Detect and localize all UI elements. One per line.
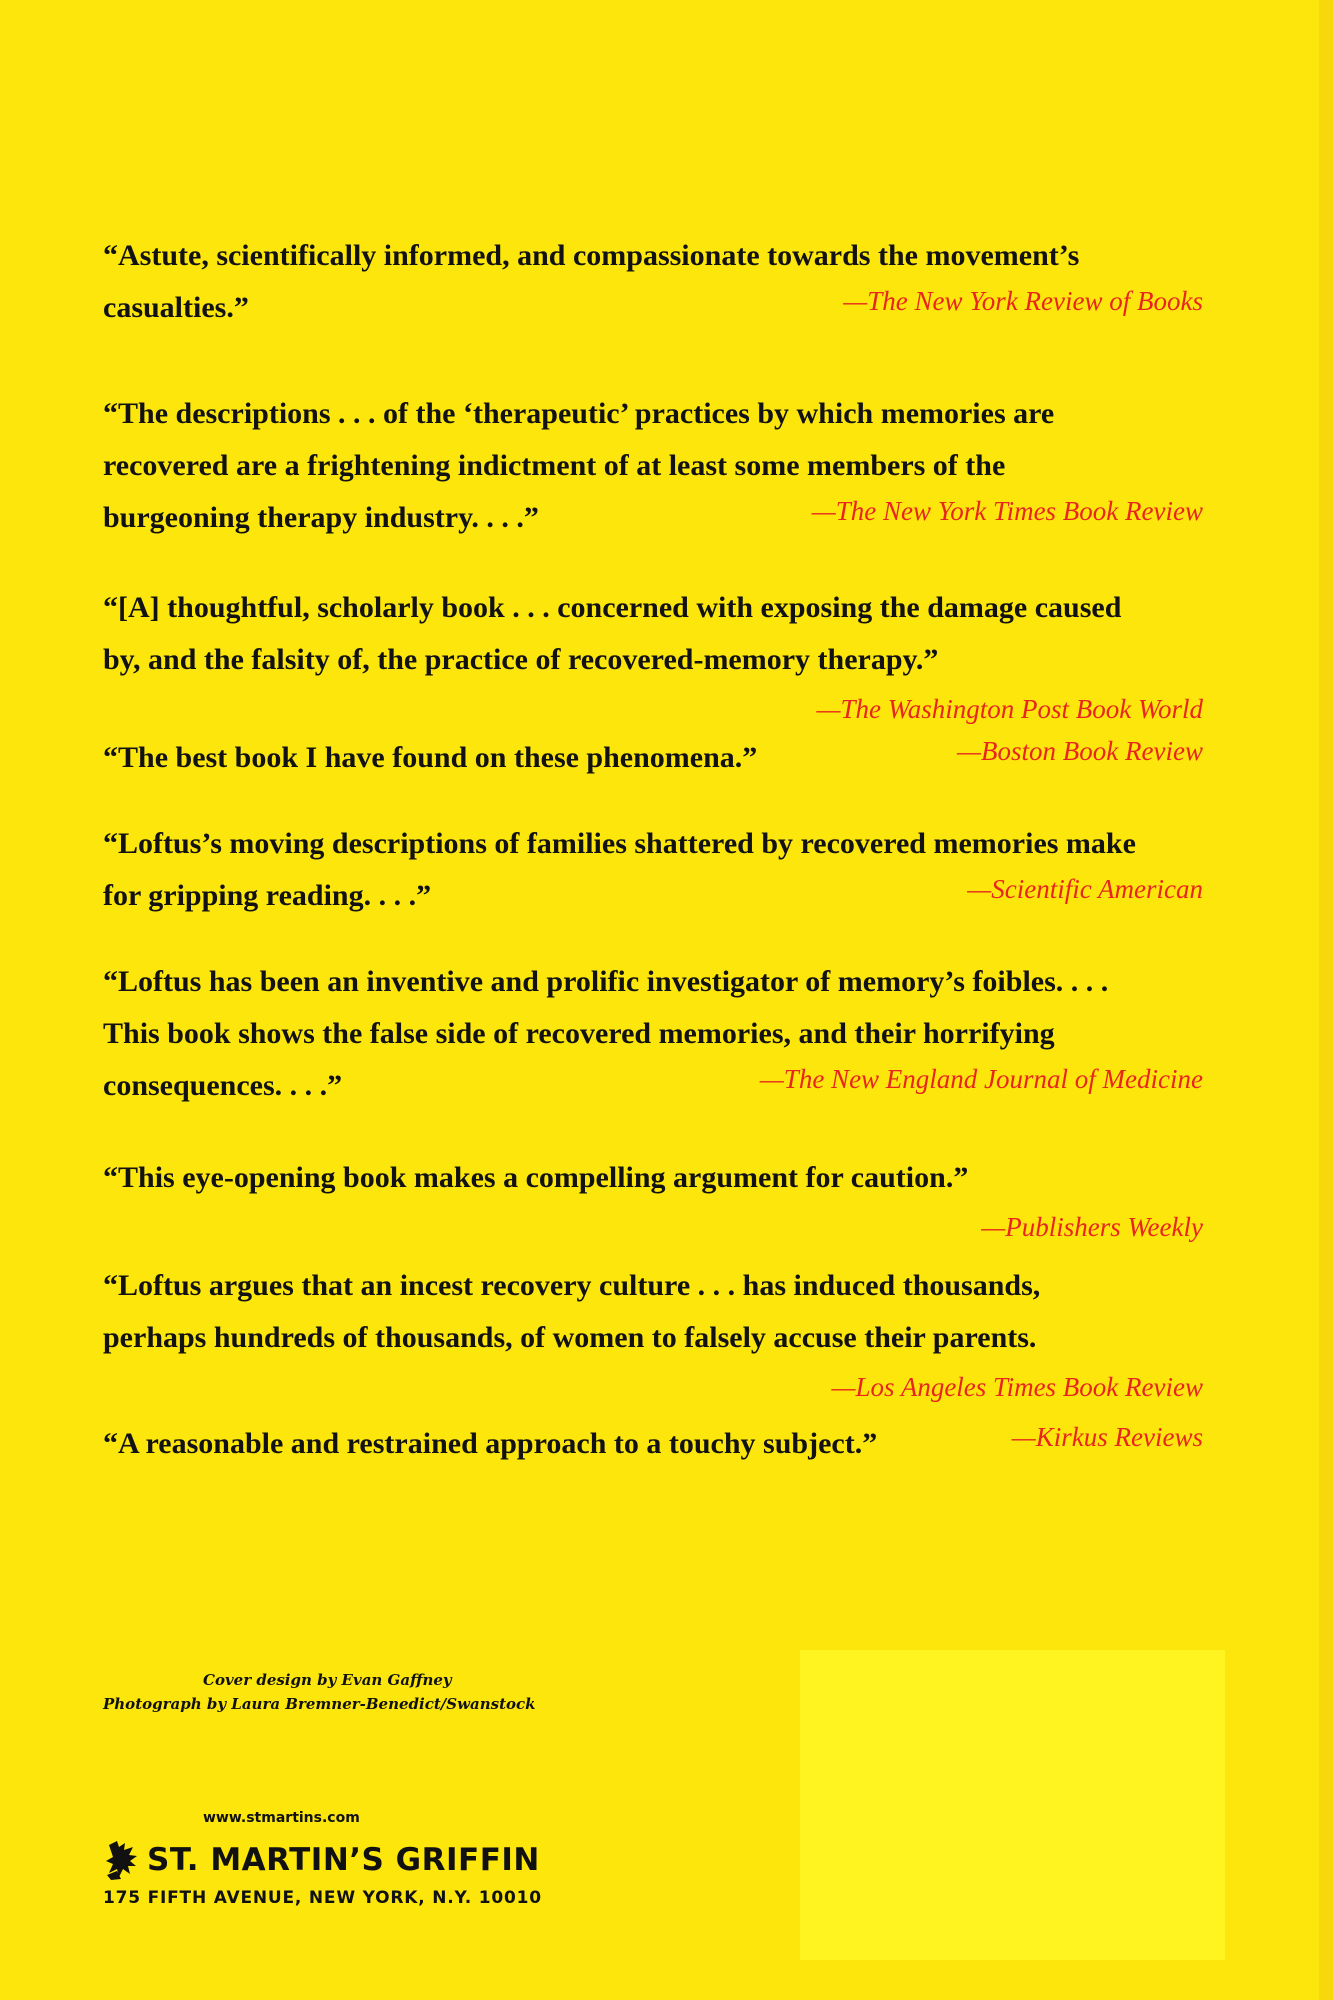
blurb-source: —Kirkus Reviews bbox=[1011, 1422, 1203, 1452]
publisher-name-row bbox=[103, 1838, 623, 1882]
quote-line: “The descriptions . . . of the ‘therapeutic’ practices by which memories are bbox=[103, 397, 1055, 430]
quote-line: perhaps hundreds of thousands, of women to falsely accuse their parents. bbox=[103, 1321, 1037, 1354]
blurb-quote bbox=[103, 1152, 1203, 1204]
blurb-quote bbox=[103, 582, 1203, 686]
quote-line: “The best book I have found on these phenomena.” bbox=[103, 741, 758, 774]
griffin-icon bbox=[103, 1839, 143, 1881]
blurb-source: —Los Angeles Times Book Review bbox=[831, 1372, 1203, 1402]
quote-line: This book shows the false side of recovered memories, and their horrifying bbox=[103, 1017, 1055, 1050]
review-blurbs bbox=[103, 230, 1203, 1478]
quote-line: casualties.” bbox=[103, 291, 249, 324]
blurb-source: —The Washington Post Book World bbox=[816, 694, 1203, 724]
blurb-new-england-journal bbox=[103, 956, 1203, 1152]
publisher-block bbox=[103, 1810, 623, 1908]
blurb-quote bbox=[103, 818, 1203, 922]
quote-line: “Loftus’s moving descriptions of families shattered by recovered memories make bbox=[103, 827, 1136, 860]
cover-credits bbox=[103, 1668, 623, 1716]
blurb-kirkus-reviews bbox=[103, 1418, 1203, 1478]
quote-line: for gripping reading. . . .” bbox=[103, 879, 432, 912]
blurb-ny-review-of-books bbox=[103, 230, 1203, 340]
quote-line: “[A] thoughtful, scholarly book . . . concerned with exposing the damage caused bbox=[103, 591, 1122, 624]
blurb-la-times-book-review bbox=[103, 1260, 1203, 1418]
cover-design-credit: Cover design by Evan Gaffney bbox=[203, 1671, 452, 1689]
blurb-quote bbox=[103, 1260, 1203, 1364]
blurb-source: —Boston Book Review bbox=[957, 736, 1203, 766]
quote-line: “Loftus argues that an incest recovery culture . . . has induced thousands, bbox=[103, 1269, 1041, 1302]
barcode-area bbox=[800, 1650, 1225, 1960]
quote-line: recovered are a frightening indictment of at least some members of the bbox=[103, 449, 1006, 482]
blurb-scientific-american bbox=[103, 818, 1203, 956]
cover-edge bbox=[1319, 0, 1333, 2000]
blurb-washington-post bbox=[103, 582, 1203, 732]
blurb-source: —Publishers Weekly bbox=[981, 1212, 1203, 1242]
quote-line: “This eye-opening book makes a compelling argument for caution.” bbox=[103, 1161, 969, 1194]
publisher-url: www.stmartins.com bbox=[203, 1810, 360, 1826]
blurb-source: —Scientific American bbox=[967, 874, 1203, 904]
blurb-source: —The New York Review of Books bbox=[843, 286, 1203, 316]
quote-line: burgeoning therapy industry. . . .” bbox=[103, 501, 539, 534]
publisher-address: 175 FIFTH AVENUE, NEW YORK, N.Y. 10010 bbox=[103, 1888, 542, 1908]
quote-line: consequences. . . .” bbox=[103, 1069, 343, 1102]
blurb-source: —The New York Times Book Review bbox=[811, 496, 1203, 526]
quote-line: “Astute, scientifically informed, and compassionate towards the movement’s bbox=[103, 239, 1080, 272]
blurb-source: —The New England Journal of Medicine bbox=[759, 1064, 1203, 1094]
publisher-name: ST. MARTIN’S GRIFFIN bbox=[147, 1842, 540, 1878]
blurb-ny-times-book-review bbox=[103, 388, 1203, 582]
photograph-credit: Photograph by Laura Bremner-Benedict/Swanstock bbox=[103, 1695, 536, 1713]
blurb-quote bbox=[103, 230, 1203, 334]
blurb-publishers-weekly bbox=[103, 1152, 1203, 1260]
blurb-boston-book-review bbox=[103, 732, 1203, 818]
quote-line: “Loftus has been an inventive and prolific investigator of memory’s foibles. . . . bbox=[103, 965, 1109, 998]
quote-line: “A reasonable and restrained approach to a touchy subject.” bbox=[103, 1427, 878, 1460]
quote-line: by, and the falsity of, the practice of recovered-memory therapy.” bbox=[103, 643, 939, 676]
